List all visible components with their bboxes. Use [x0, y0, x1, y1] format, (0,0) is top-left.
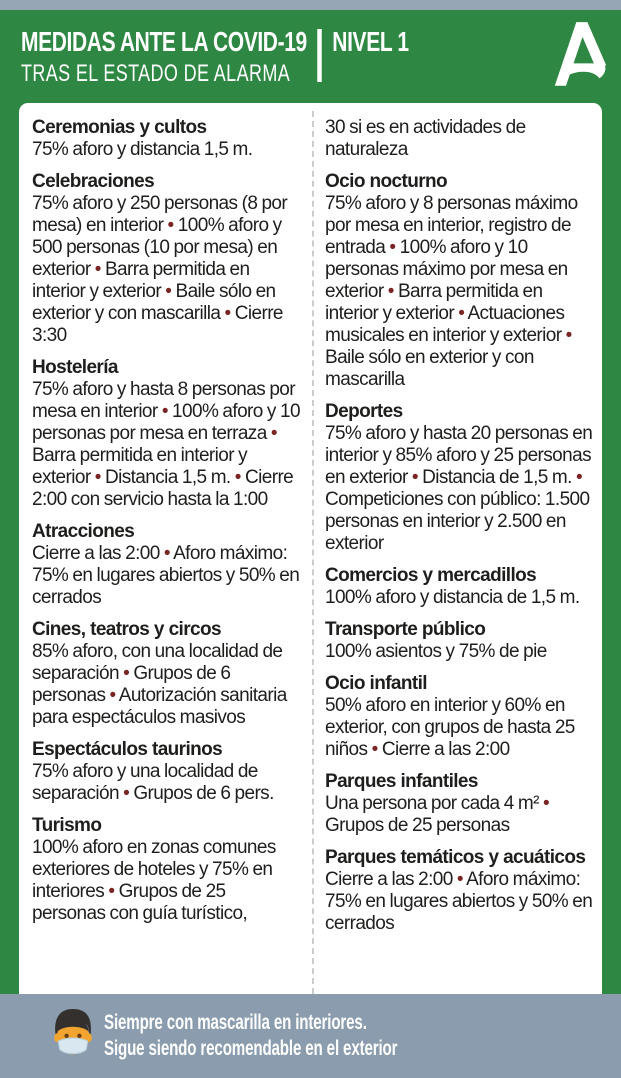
footer-line-2: Sigue siendo recomendable en el exterior [104, 1037, 398, 1060]
section-celebraciones [32, 171, 301, 347]
section-heading: Atracciones [32, 521, 135, 542]
section-heading: Parques infantiles [325, 771, 478, 792]
section-body: 100% asientos y 75% de pie [325, 641, 547, 662]
content-panel [19, 103, 602, 994]
section-atracciones [32, 521, 301, 609]
section-heading: Hostelería [32, 357, 118, 378]
section-body: 75% aforo y distancia 1,5 m. [32, 139, 253, 160]
footer-message [104, 1010, 397, 1062]
page-title: MEDIDAS ANTE LA COVID-19 [21, 26, 307, 57]
section-heading: Ceremonias y cultos [32, 117, 207, 138]
section-ocio-nocturno [325, 171, 594, 391]
section-heading: Espectáculos taurinos [32, 739, 223, 760]
section-heading: Comercios y mercadillos [325, 565, 537, 586]
footer-line-1: Siempre con mascarilla en interiores. [104, 1011, 367, 1034]
section-body: 30 si es en actividades de naturaleza [325, 117, 526, 160]
section-cines-teatros-circos [32, 619, 301, 729]
section-transporte-publico [325, 619, 594, 663]
section-parques-tematicos-acuaticos [325, 847, 594, 935]
section-heading: Deportes [325, 401, 403, 422]
section-comercios-mercadillos [325, 565, 594, 609]
section-body: 100% aforo y distancia de 1,5 m. [325, 587, 580, 608]
section-hosteleria [32, 357, 301, 511]
left-column [32, 111, 301, 994]
section-deportes [325, 401, 594, 555]
junta-de-andalucia-logo-icon [552, 16, 608, 92]
section-heading: Transporte público [325, 619, 486, 640]
section-body: Una persona por cada 4 m² • Grupos de 25 personas [325, 793, 550, 836]
page-subtitle: TRAS EL ESTADO DE ALARMA [21, 60, 291, 87]
section-heading: Cines, teatros y circos [32, 619, 221, 640]
top-strip [0, 0, 621, 10]
level-badge: NIVEL 1 [332, 26, 409, 57]
section-body: Cierre a las 2:00 • Aforo máximo: 75% en lugares abiertos y 50% en cerrados [325, 869, 593, 934]
section-heading: Ocio infantil [325, 673, 427, 694]
column-divider [312, 111, 325, 994]
section-body: 100% aforo en zonas comunes exteriores de hoteles y 75% en interiores • Grupos de 25 personas con guía turístico, [32, 837, 276, 924]
title-divider [317, 29, 322, 82]
section-turismo [32, 815, 301, 925]
section-ocio-infantil [325, 673, 594, 761]
section-body: Cierre a las 2:00 • Aforo máximo: 75% en lugares abiertos y 50% en cerrados [32, 543, 300, 608]
section-body: 85% aforo, con una localidad de separación • Grupos de 6 personas • Autorización sanitaria para espectáculos masivos [32, 641, 287, 728]
section-body: 75% aforo y hasta 8 personas por mesa en interior • 100% aforo y 10 personas por mesa en terraza • Barra permitida en interior y exterior • Distancia 1,5 m. • Cierre 2:00 con servicio hasta la 1:00 [32, 379, 300, 510]
section-body: 75% aforo y una localidad de separación • Grupos de 6 pers. [32, 761, 274, 804]
section-espectaculos-taurinos [32, 739, 301, 805]
section-heading: Ocio nocturno [325, 171, 448, 192]
right-column [325, 111, 594, 994]
section-body: 75% aforo y hasta 20 personas en interior y 85% aforo y 25 personas en exterior • Distancia de 1,5 m. • Competiciones con público: 1.500 personas en interior y 2.500 en exterior [325, 423, 593, 554]
masked-face-icon [50, 1000, 96, 1064]
section-heading: Turismo [32, 815, 102, 836]
section-heading: Parques temáticos y acuáticos [325, 847, 586, 868]
section-turismo-continuation [325, 117, 594, 161]
section-body: 75% aforo y 250 personas (8 por mesa) en interior • 100% aforo y 500 personas (10 por mesa) en exterior • Barra permitida en interior y exterior • Baile sólo en exterior y con mascarilla • Cierre 3:30 [32, 193, 288, 346]
section-body: 75% aforo y 8 personas máximo por mesa en interior, registro de entrada • 100% aforo y 10 personas máximo por mesa en exterior • Barra permitida en interior y exterior • Actuaciones musicales en interior y exterior • Baile sólo en exterior y con mascarilla [325, 193, 578, 390]
section-ceremonias [32, 117, 301, 161]
section-heading: Celebraciones [32, 171, 155, 192]
footer [0, 994, 621, 1078]
header-text [21, 27, 471, 88]
section-body: 50% aforo en interior y 60% en exterior, con grupos de hasta 25 niños • Cierre a las 2:00 [325, 695, 575, 760]
header [0, 10, 621, 103]
section-parques-infantiles [325, 771, 594, 837]
